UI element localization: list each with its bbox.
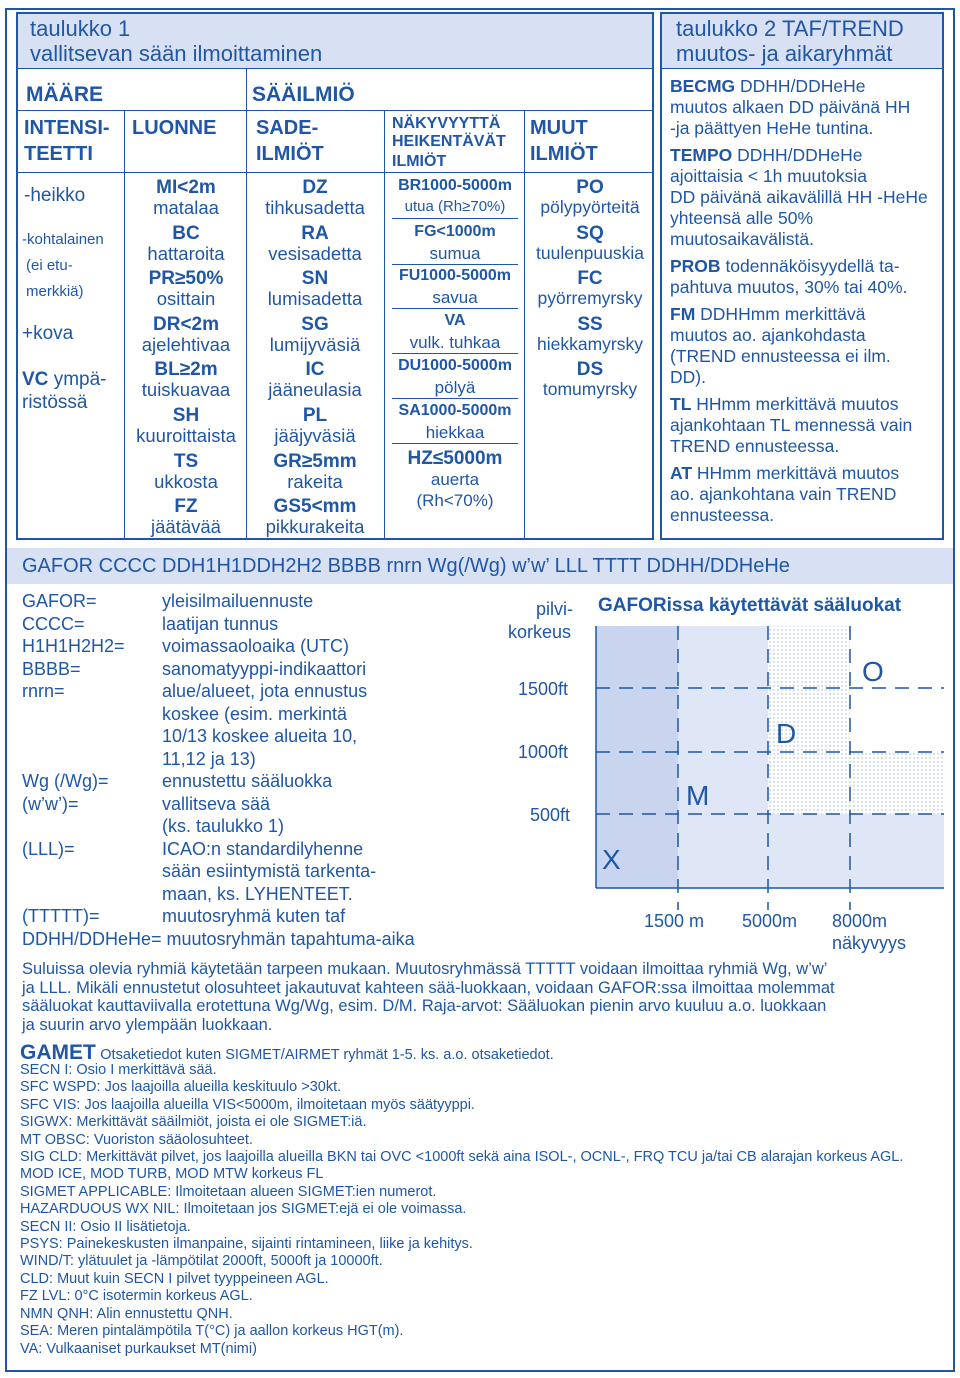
divider [392,308,518,309]
gamet-line: SIG CLD: Merkittävät pilvet, jos laajoilla alueilla BKN tai OVC <1000ft sekä aina ISOL-, OCNL-, FRQ TCU ja/tai CB alarajan korkeus AGL. [20,1149,904,1166]
intensity-vc [22,370,106,389]
sade-desc: rakeita [287,470,343,492]
nak-code: SA1000-5000m [398,402,512,419]
nak-desc: utua (Rh≥70%) [404,198,506,215]
def-val: maan, ks. LYHENTEET. [162,883,353,904]
gamet-line: SECN II: Osio II lisätietoja. [20,1218,191,1235]
def-val: koskee (esim. merkintä [162,703,348,724]
table1-title-line1: taulukko 1 [30,16,131,41]
def-val: 10/13 koskee alueita 10, [162,726,358,746]
gamet-line: CLD: Muut kuin SECN I pilvet tyyppeineen AGL. [20,1270,329,1287]
gamet-line: SEA: Meren pintalämpötila T(°C) ja aallon korkeus HGT(m). [20,1323,404,1340]
intensity-vc-line2: ristössä [22,392,88,413]
nak-desc: vulk. tuhkaa [409,333,501,352]
luonne-desc: hattaroita [147,242,225,264]
def-val: voimassaoloaika (UTC) [162,636,350,656]
intensity-heikko: -heikko [24,185,86,206]
gamet-intro: Otsaketiedot kuten SIGMET/AIRMET ryhmät 1-5. ks. a.o. otsaketiedot. [100,1047,554,1063]
notes [22,960,835,1034]
fm-line [670,304,955,325]
nak-desc: sumua [429,244,481,263]
header-sade-1: SADE- [256,117,319,139]
y-label-1000ft: 1000ft [518,742,569,762]
divider [18,172,652,173]
fm-key: FM [670,304,696,324]
luonne-code: BC [172,222,200,244]
sade-code: PL [302,405,328,426]
prob-l1: todennäköisyydellä ta- [725,256,900,276]
notes-l3: sääluokat kauttaviivalla erotettuna Wg/Wg, esim. D/M. Raja-arvot: Sääluokan pienin arvo kuuluu a.o. luokkaan [22,997,827,1015]
becmg-line [670,76,955,97]
gamet-line: PSYS: Painekeskusten ilmanpaine, sijainti rintamineen, liike ja kehitys. [20,1236,473,1253]
sade-desc: vesisadetta [268,242,362,264]
divider [392,353,518,354]
becmg-l2: -ja päättyen HeHe tuntina. [670,118,874,138]
muut-desc: hiekkamyrsky [537,333,643,354]
pilvi-label-2: korkeus [508,622,572,642]
nak-code: VA [444,312,466,329]
gamet-line: SIGMET APPLICABLE: Ilmoitetaan alueen SIGMET:ien numerot. [20,1183,437,1200]
def-val: ICAO:n standardilyhenne [162,838,364,859]
zone-m-lower [678,814,944,888]
tl-line [670,394,955,415]
muut-desc: tomumyrsky [542,379,638,400]
fm-l2: muutos ao. ajankohdasta [670,325,866,345]
luonne-code: SH [172,405,200,426]
at-l3: ennusteessa. [670,505,775,525]
gamet-line: WIND/T: ylätuulet ja -lämpötilat 2000ft, 5000ft ja 10000ft. [20,1253,383,1270]
tempo-key: TEMPO [670,145,733,165]
x-axis-title: näkyvyys [832,933,907,953]
header-intensiteetti-2: TEETTI [24,143,93,165]
gamet-line: MT OBSC: Vuoriston sääolosuhteet. [20,1131,253,1148]
pilvi-label-1: pilvi- [536,599,574,619]
def-val: muutosryhmä kuten taf [162,906,346,926]
at-line [670,463,955,484]
tl-l1: HHmm merkittävä muutos [696,394,899,414]
gamet-line: SIGWX: Merkittävät sääilmiöt, joista ei ole SIGMET:iä. [20,1114,367,1131]
nak-desc2: (Rh<70%) [416,491,494,510]
luonne-desc: jäätävää [151,516,221,538]
muut-desc: pyörremyrsky [537,288,643,309]
nak-desc: savua [432,288,478,307]
class-x: X [602,844,621,875]
intensity-merkkia: merkkiä) [26,283,84,300]
becmg-val: DDHH/DDHeHe [740,76,866,96]
muut-desc: pölypyörteitä [540,197,640,217]
header-nak-2: HEIKENTÄVÄT [392,133,506,150]
luonne-desc: matalaa [153,197,219,218]
def-val: yleisilmailuennuste [162,591,314,611]
divider [392,398,518,399]
gamet-line: NMN QNH: Alin ennustettu QNH. [20,1305,233,1322]
divider [18,110,652,111]
muut-code: FC [577,268,603,290]
header-luonne: LUONNE [132,117,217,139]
gamet-line: SFC WSPD: Jos laajoilla alueilla keskituulo >30kt. [20,1079,342,1096]
def-key: BBBB= [22,658,81,679]
def-key: rnrn= [22,681,65,701]
fm-l4: DD). [670,367,706,387]
intensity-kova: +kova [22,323,74,344]
luonne-code: FZ [174,496,198,518]
nak-desc: hiekkaa [425,423,485,442]
x-label-8000m: 8000m [832,911,888,931]
sade-desc: lumijyväsiä [269,333,361,355]
zone-o [850,626,944,752]
luonne-desc: ukkosta [154,470,218,492]
muut-code: PO [576,177,604,198]
divider [18,68,652,69]
divider [392,218,518,219]
at-l1: HHmm merkittävä muutos [696,463,900,483]
sade-desc: pikkurakeita [265,516,365,538]
sade-code: DZ [302,177,328,198]
divider [392,443,518,444]
def-key: (w’w’)= [22,793,79,814]
luonne-code: PR≥50% [148,268,224,290]
def-val: ennustettu sääluokka [162,771,333,791]
gamet-heading [20,1042,554,1063]
def-val: 11,12 ja 13) [162,748,256,769]
header-muut-1: MUUT [530,117,588,139]
divider [384,110,385,538]
intensity-vc-code: VC [22,369,49,390]
sade-desc: tihkusadetta [265,197,365,218]
divider [662,68,942,69]
sade-code: GR≥5mm [273,450,357,472]
nak-code: FG<1000m [414,223,496,240]
nak-code: FU1000-5000m [398,267,512,284]
prob-l2: pahtuva muutos, 30% tai 40%. [670,277,908,297]
def-val: sanomatyyppi-indikaattori [162,658,367,679]
y-label-1500ft: 1500ft [518,679,569,699]
def-key: (LLL)= [22,838,75,859]
header-intensiteetti-1: INTENSI- [24,117,110,139]
class-d: D [776,718,797,749]
def-key: H1H1H2H2= [22,636,125,656]
def-key: (TTTTT)= [22,906,100,926]
def-val: vallitseva sää [162,793,271,814]
tempo-l4: muutosaikavälistä. [670,229,814,249]
fm-l3: (TREND ennusteessa ei ilm. [670,346,891,366]
sade-code: SG [301,313,329,335]
nak-code: DU1000-5000m [398,357,512,374]
tempo-l2: DD päivänä aikavälillä HH -HeHe [670,187,928,207]
tempo-val: DDHH/DDHeHe [737,145,863,165]
gamet-line: FZ LVL: 0°C isotermin korkeus AGL. [20,1288,253,1305]
intensity-kohtalainen: -kohtalainen [22,231,104,248]
gafor-diagram [580,620,950,920]
sade-desc: lumisadetta [267,288,363,310]
becmg-l1: muutos alkaen DD päivänä HH [670,97,911,117]
table1-title-line2: vallitsevan sään ilmoittaminen [30,41,323,66]
luonne-desc: osittain [156,288,216,310]
table2-title-line1: taulukko 2 TAF/TREND [676,16,904,41]
diagram-title: GAFORissa käytettävät sääluokat [598,595,902,616]
def-key: CCCC= [22,613,85,634]
tl-key: TL [670,394,692,414]
gamet-line: MOD ICE, MOD TURB, MOD MTW korkeus FL [20,1166,324,1183]
gafor-last-def: DDHH/DDHeHe= muutosryhmän tapahtuma-aika [22,929,415,949]
luonne-code: BL≥2m [154,359,218,381]
table2-body [670,76,955,526]
muut-desc: tuulenpuuskia [536,242,644,263]
gamet-line: VA: Vulkaaniset purkaukset MT(nimi) [20,1340,257,1357]
y-label-500ft: 500ft [530,805,571,825]
muut-code: SS [577,313,603,335]
def-val: laatijan tunnus [162,613,279,634]
muut-code: SQ [576,222,604,244]
def-key: Wg (/Wg)= [22,771,109,791]
tempo-l1: ajoittaisia < 1h muutoksia [670,166,867,186]
gamet-line: SECN I: Osio I merkittävä sää. [20,1062,217,1078]
sade-desc: jääneulasia [268,379,362,401]
divider [524,110,525,538]
sade-code: RA [301,222,329,244]
notes-l1: Suluissa olevia ryhmiä käytetään tarpeen mukaan. Muutosryhmässä TTTTT voidaan ilmoittaa ryhmiä Wg, w’w’ [22,960,828,978]
prob-key: PROB [670,256,721,276]
sade-code: SN [301,268,329,290]
gamet-list [20,1062,903,1358]
gafor-header: GAFOR CCCC DDH1H1DDH2H2 BBBB rnrn Wg(/Wg) w’w’ LLL TTTT DDHH/DDHeHe [22,555,790,577]
header-saailmio: SÄÄILMIÖ [252,83,355,106]
header-maare: MÄÄRE [26,83,103,106]
def-val: sään esiintymistä tarkenta- [162,861,377,881]
tl-l2: ajankohtaan TL mennessä vain [670,415,913,435]
luonne-desc: tuiskuavaa [141,379,231,401]
nak-code: BR1000-5000m [398,177,512,194]
nak-desc: auerta [430,470,480,489]
luonne-code: DR<2m [153,313,219,335]
def-val: (ks. taulukko 1) [162,816,285,836]
becmg-key: BECMG [670,76,736,96]
notes-l2: ja LLL. Mikäli ennustetut olosuhteet jakautuvat kahteen sää-luokkaan, voidaan GAFOR:ssa ilmoittaa molemmat [22,978,835,997]
intensity-ei-etu: (ei etu- [26,257,73,274]
gamet-line: HAZARDUOUS WX NIL: Ilmoitetaan jos SIGMET:ejä ei ole voimassa. [20,1201,467,1218]
gamet-title: GAMET [20,1041,96,1064]
sade-code: IC [305,359,325,381]
zone-d-lower [768,752,944,814]
intensity-vc-word: ympä- [53,369,107,390]
sade-code: GS5<mm [273,496,357,518]
header-nak-3: ILMIÖT [392,153,447,170]
tempo-line [670,145,955,166]
tl-l3: TREND ennusteessa. [670,436,840,456]
sade-desc: jääjyväsiä [274,425,356,446]
table2-title-line2: muutos- ja aikaryhmät [676,41,893,66]
notes-l4: ja suurin arvo ylempään luokkaan. [22,1015,273,1034]
luonne-code: TS [173,450,199,472]
header-sade-2: ILMIÖT [256,143,324,165]
luonne-code: MI<2m [156,177,216,198]
class-o: O [862,656,884,687]
nak-code: HZ≤5000m [407,448,503,469]
prob-line [670,256,955,277]
fm-l1: DDHHmm merkittävä [700,304,866,324]
divider [392,264,518,265]
muut-code: DS [576,359,604,381]
def-val: alue/alueet, jota ennustus [162,681,368,701]
at-key: AT [670,463,693,483]
tempo-l3: yhteensä alle 50% [670,208,814,228]
header-nak-1: NÄKYVYYTTÄ [392,115,501,132]
def-key: GAFOR= [22,591,97,611]
luonne-desc: kuuroittaista [136,425,236,446]
class-m: M [686,780,710,811]
gamet-line: SFC VIS: Jos laajoilla alueilla VIS<5000m, ilmoitetaan myös säätyyppi. [20,1096,475,1113]
x-label-5000m: 5000m [742,911,798,931]
header-muut-2: ILMIÖT [530,143,598,165]
x-label-1500m: 1500 m [644,911,705,931]
nak-desc: pölyä [434,378,476,397]
at-l2: ao. ajankohtana vain TREND [670,484,897,504]
luonne-desc: ajelehtivaa [141,333,231,355]
